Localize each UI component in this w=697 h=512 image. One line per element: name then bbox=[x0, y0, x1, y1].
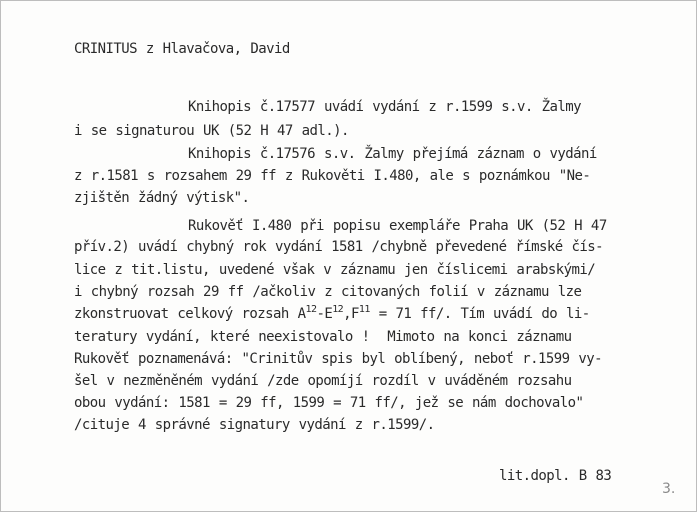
paragraph-line: i chybný rozsah 29 ff /ačkoliv z citovaných folií v záznamu lze bbox=[74, 284, 582, 300]
paragraph-line: Rukověť I.480 při popisu exempláře Praha UK (52 H 47 bbox=[188, 218, 607, 234]
paragraph-line: teratury vydání, které neexistovalo ! Mimoto na konci záznamu bbox=[74, 329, 572, 345]
formula-line bbox=[74, 306, 590, 322]
paragraph-line: přív.2) uvádí chybný rok vydání 1581 /chybně převedené římské čís- bbox=[74, 239, 603, 255]
paragraph-line: Knihopis č.17576 s.v. Žalmy přejímá záznam o vydání bbox=[188, 146, 597, 162]
paragraph-line: /cituje 4 správné signatury vydání z r.1599/. bbox=[74, 417, 435, 433]
formula-suffix: = 71 ff/. Tím uvádí do li- bbox=[369, 306, 590, 322]
formula-part: ,F bbox=[343, 306, 359, 322]
card-heading: CRINITUS z Hlavačova, David bbox=[74, 41, 290, 57]
paragraph-line: Knihopis č.17577 uvádí vydání z r.1599 s.v. Žalmy bbox=[188, 99, 582, 115]
superscript: 11 bbox=[358, 304, 370, 315]
superscript: 12 bbox=[305, 304, 317, 315]
paragraph-line: šel v nezměněném vydání /zde opomíjí rozdíl v uváděném rozsahu bbox=[74, 373, 572, 389]
paragraph-line: i se signaturou UK (52 H 47 adl.). bbox=[74, 123, 349, 139]
paragraph-line: lice z tit.listu, uvedené však v záznamu jen číslicemi arabskými/ bbox=[74, 262, 596, 278]
reference-label: lit.dopl. B 83 bbox=[499, 468, 612, 484]
page-number: 3. bbox=[662, 481, 676, 497]
paragraph-line: zjištěn žádný výtisk". bbox=[74, 190, 250, 206]
formula-prefix: zkonstruovat celkový rozsah A bbox=[74, 306, 306, 322]
paragraph-line: z r.1581 s rozsahem 29 ff z Rukověti I.480, ale s poznámkou "Ne- bbox=[74, 168, 591, 184]
formula-part: -E bbox=[316, 306, 333, 322]
superscript: 12 bbox=[332, 304, 344, 315]
paragraph-line: obou vydání: 1581 = 29 ff, 1599 = 71 ff/, jež se nám dochovalo" bbox=[74, 395, 584, 411]
paragraph-line: Rukověť poznamenává: "Crinitův spis byl oblíbený, neboť r.1599 vy- bbox=[74, 351, 602, 367]
